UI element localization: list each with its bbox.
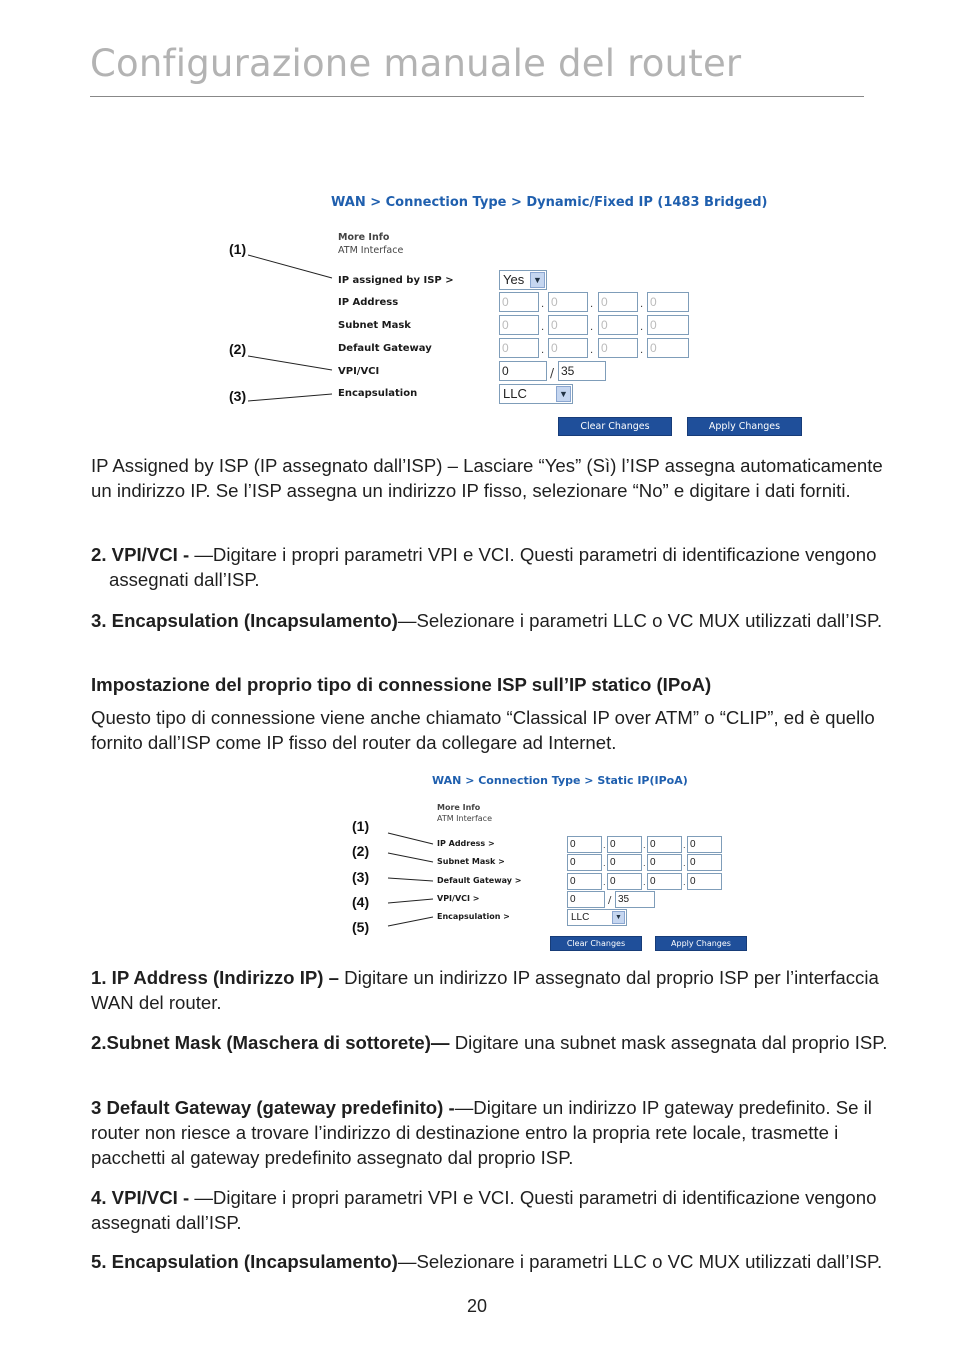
gateway-octet-4[interactable]: 0 xyxy=(647,338,689,358)
item-heading: 3. Encapsulation (Incapsulamento) xyxy=(91,610,398,631)
item-default-gateway xyxy=(91,1095,891,1170)
callout-number: (1) xyxy=(352,818,370,834)
subnet-mask-octet-4[interactable]: 0 xyxy=(647,315,689,335)
vpi-vci-separator: / xyxy=(608,895,612,906)
vci-input[interactable]: 35 xyxy=(558,361,606,381)
subnet-mask-octet-2[interactable]: 0 xyxy=(548,315,588,335)
item-heading: 3 Default Gateway (gateway predefinito) - xyxy=(91,1097,455,1118)
default-gateway-label: Default Gateway > xyxy=(437,876,522,885)
item-text: —Digitare i propri parametri VPI e VCI. Questi parametri di identificazione vengono assegnati dall’ISP. xyxy=(91,1187,877,1233)
gateway-octet-1[interactable]: 0 xyxy=(567,873,602,890)
callout-number: (3) xyxy=(229,388,247,404)
atm-interface-label: ATM Interface xyxy=(437,814,492,823)
callout-line xyxy=(388,917,433,926)
chevron-down-icon: ▼ xyxy=(612,911,625,924)
gateway-octet-4[interactable]: 0 xyxy=(687,873,722,890)
vpi-input[interactable]: 0 xyxy=(499,361,547,381)
vpi-vci-label: VPI/VCI xyxy=(338,366,380,377)
subnet-mask-octet-1[interactable]: 0 xyxy=(567,854,602,871)
callout-number: (1) xyxy=(229,241,247,257)
subnet-mask-label: Subnet Mask xyxy=(338,320,411,331)
section-heading-ipoa: Impostazione del proprio tipo di connessione ISP sull’IP statico (IPoA) xyxy=(91,674,712,695)
octet-separator: . xyxy=(643,859,646,868)
octet-separator: . xyxy=(603,878,606,887)
item-heading: 2.Subnet Mask (Maschera di sottorete)— xyxy=(91,1032,455,1053)
callout-line xyxy=(388,878,433,881)
octet-separator: . xyxy=(541,322,545,333)
item-text: Digitare un indirizzo IP assegnato dal proprio ISP per l’interfaccia WAN del router. xyxy=(91,967,879,1013)
octet-separator: . xyxy=(683,859,686,868)
item-text: —Selezionare i parametri LLC o VC MUX utilizzati dall’ISP. xyxy=(397,610,883,631)
vci-input[interactable]: 35 xyxy=(615,891,655,908)
ip-address-octet-3[interactable]: 0 xyxy=(647,836,682,853)
paragraph-ipoa: Questo tipo di connessione viene anche chiamato “Classical IP over ATM” o “CLIP”, ed è quello fornito dall’ISP come IP fisso del router da collegare ad Internet. xyxy=(91,707,875,753)
callout-number: (4) xyxy=(352,894,370,910)
ip-address-label: IP Address > xyxy=(437,839,495,848)
item-vpi-vci-2 xyxy=(91,1185,891,1235)
paragraph-ip-assigned: IP Assigned by ISP (IP assegnato dall’ISP) – Lasciare “Yes” (Sì) l’ISP assegna automaticamente un indirizzo IP. Se l’ISP assegna un indirizzo IP fisso, selezionare “No” e digitare i dati forniti. xyxy=(91,455,883,501)
vpi-input[interactable]: 0 xyxy=(567,891,605,908)
item-subnet-mask xyxy=(91,1030,891,1055)
octet-separator: . xyxy=(640,322,644,333)
octet-separator: . xyxy=(683,878,686,887)
ip-address-octet-3[interactable]: 0 xyxy=(598,292,638,312)
ip-address-octet-2[interactable]: 0 xyxy=(548,292,588,312)
callout-number: (2) xyxy=(352,843,370,859)
more-info-link[interactable]: More Info xyxy=(338,232,390,243)
item-encapsulation-2 xyxy=(91,1249,891,1274)
callout-line xyxy=(388,899,433,903)
ip-assigned-value: Yes xyxy=(503,272,525,287)
callout-number: (2) xyxy=(229,341,247,357)
vpi-vci-label: VPI/VCI > xyxy=(437,894,480,903)
octet-separator: . xyxy=(590,299,594,310)
octet-separator: . xyxy=(643,841,646,850)
clear-changes-button[interactable]: Clear Changes xyxy=(558,417,672,436)
octet-separator: . xyxy=(541,345,545,356)
default-gateway-label: Default Gateway xyxy=(338,343,432,354)
subnet-mask-octet-3[interactable]: 0 xyxy=(647,854,682,871)
page-title: Configurazione manuale del router xyxy=(90,42,742,85)
octet-separator: . xyxy=(640,299,644,310)
ip-address-octet-4[interactable]: 0 xyxy=(687,836,722,853)
octet-separator: . xyxy=(590,322,594,333)
octet-separator: . xyxy=(643,878,646,887)
octet-separator: . xyxy=(541,299,545,310)
octet-separator: . xyxy=(590,345,594,356)
encapsulation-select[interactable] xyxy=(567,909,627,926)
gateway-octet-3[interactable]: 0 xyxy=(598,338,638,358)
item-text: —Digitare i propri parametri VPI e VCI. Questi parametri di identificazione vengono assegnati dall’ISP. xyxy=(109,544,877,590)
gateway-octet-2[interactable]: 0 xyxy=(607,873,642,890)
item-text: —Selezionare i parametri LLC o VC MUX utilizzati dall’ISP. xyxy=(397,1251,883,1272)
subnet-mask-label: Subnet Mask > xyxy=(437,857,505,866)
more-info-link[interactable]: More Info xyxy=(437,803,481,812)
apply-changes-button[interactable]: Apply Changes xyxy=(655,936,747,951)
chevron-down-icon: ▼ xyxy=(530,272,545,288)
encapsulation-label: Encapsulation > xyxy=(437,912,510,921)
ip-address-octet-1[interactable]: 0 xyxy=(567,836,602,853)
subnet-mask-octet-4[interactable]: 0 xyxy=(687,854,722,871)
ip-address-octet-1[interactable]: 0 xyxy=(499,292,539,312)
breadcrumb: WAN > Connection Type > Dynamic/Fixed IP (1483 Bridged) xyxy=(331,195,768,210)
encapsulation-value: LLC xyxy=(571,912,590,923)
item-text: —Digitare un indirizzo IP gateway predefinito. Se il router non riesce a trovare l’indirizzo di destinazione entro la propria rete locale, trasmette i pacchetti al gateway predefinito assegnato dal proprio ISP. xyxy=(91,1097,872,1168)
callout-number: (3) xyxy=(352,869,370,885)
callout-line xyxy=(388,853,433,862)
octet-separator: . xyxy=(603,859,606,868)
item-heading: 4. VPI/VCI - xyxy=(91,1187,195,1208)
breadcrumb: WAN > Connection Type > Static IP(IPoA) xyxy=(432,774,688,787)
item-ip-address xyxy=(91,965,891,1015)
ip-address-octet-4[interactable]: 0 xyxy=(647,292,689,312)
vpi-vci-separator: / xyxy=(550,366,555,380)
item-heading: 5. Encapsulation (Incapsulamento) xyxy=(91,1251,398,1272)
octet-separator: . xyxy=(683,841,686,850)
ip-assigned-label: IP assigned by ISP > xyxy=(338,275,454,286)
subnet-mask-octet-2[interactable]: 0 xyxy=(607,854,642,871)
encapsulation-value: LLC xyxy=(503,386,527,401)
chevron-down-icon: ▼ xyxy=(556,386,571,402)
item-heading: 2. VPI/VCI - xyxy=(91,544,195,565)
octet-separator: . xyxy=(640,345,644,356)
octet-separator: . xyxy=(603,841,606,850)
callout-number: (5) xyxy=(352,919,370,935)
gateway-octet-2[interactable]: 0 xyxy=(548,338,588,358)
subnet-mask-octet-3[interactable]: 0 xyxy=(598,315,638,335)
apply-changes-button[interactable]: Apply Changes xyxy=(687,417,802,436)
gateway-octet-1[interactable]: 0 xyxy=(499,338,539,358)
clear-changes-button[interactable]: Clear Changes xyxy=(550,936,642,951)
ip-address-octet-2[interactable]: 0 xyxy=(607,836,642,853)
callout-line xyxy=(388,833,433,844)
encapsulation-label: Encapsulation xyxy=(338,388,418,399)
subnet-mask-octet-1[interactable]: 0 xyxy=(499,315,539,335)
item-text: Digitare una subnet mask assegnata dal proprio ISP. xyxy=(454,1032,888,1053)
atm-interface-label: ATM Interface xyxy=(338,245,404,256)
ip-address-label: IP Address xyxy=(338,297,399,308)
page-number: 20 xyxy=(466,1296,488,1316)
gateway-octet-3[interactable]: 0 xyxy=(647,873,682,890)
item-heading: 1. IP Address (Indirizzo IP) – xyxy=(91,967,345,988)
